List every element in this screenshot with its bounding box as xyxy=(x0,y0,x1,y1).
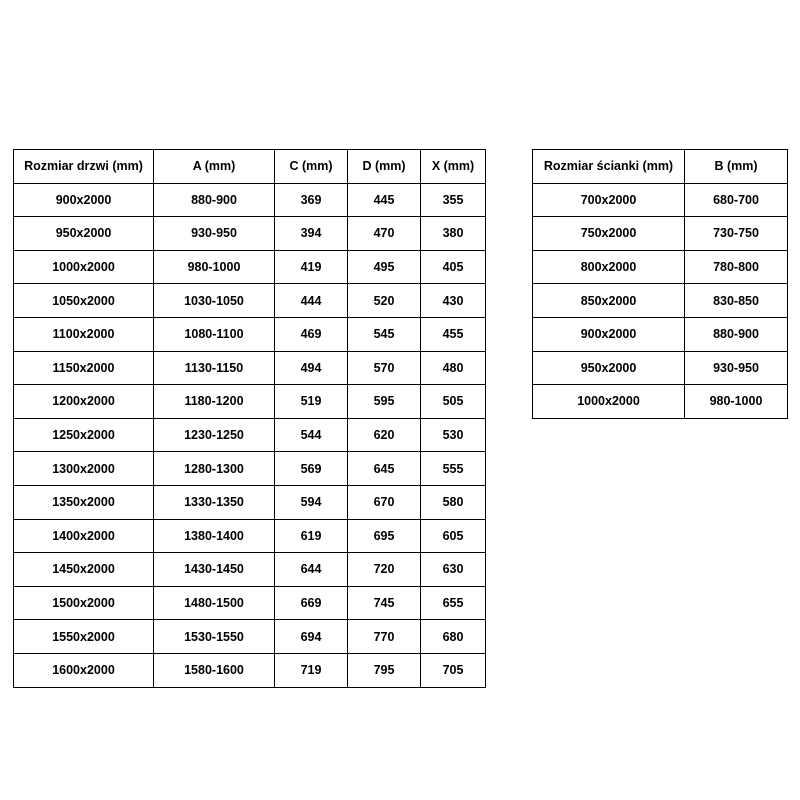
cell-d: 445 xyxy=(348,183,421,217)
table-row xyxy=(14,418,486,452)
cell-d: 745 xyxy=(348,586,421,620)
cell-size: 1000x2000 xyxy=(533,385,685,419)
cell-size: 800x2000 xyxy=(533,250,685,284)
cell-c: 519 xyxy=(275,385,348,419)
cell-c: 719 xyxy=(275,653,348,687)
cell-size: 1400x2000 xyxy=(14,519,154,553)
cell-x: 405 xyxy=(421,250,486,284)
cell-b: 830-850 xyxy=(685,284,788,318)
table-row xyxy=(14,519,486,553)
table-row xyxy=(14,586,486,620)
cell-a: 1330-1350 xyxy=(154,485,275,519)
cell-b: 930-950 xyxy=(685,351,788,385)
cell-size: 1250x2000 xyxy=(14,418,154,452)
cell-b: 680-700 xyxy=(685,183,788,217)
cell-d: 670 xyxy=(348,485,421,519)
cell-d: 795 xyxy=(348,653,421,687)
table-header-row xyxy=(14,150,486,184)
table-header-row xyxy=(533,150,788,184)
cell-x: 355 xyxy=(421,183,486,217)
cell-c: 469 xyxy=(275,317,348,351)
cell-d: 545 xyxy=(348,317,421,351)
cell-x: 555 xyxy=(421,452,486,486)
table-row xyxy=(533,317,788,351)
cell-b: 730-750 xyxy=(685,217,788,251)
cell-size: 1150x2000 xyxy=(14,351,154,385)
cell-b: 880-900 xyxy=(685,317,788,351)
cell-size: 700x2000 xyxy=(533,183,685,217)
column-header: D (mm) xyxy=(348,150,421,184)
table-row xyxy=(14,217,486,251)
cell-d: 720 xyxy=(348,553,421,587)
cell-c: 419 xyxy=(275,250,348,284)
cell-size: 1050x2000 xyxy=(14,284,154,318)
cell-d: 645 xyxy=(348,452,421,486)
cell-size: 1600x2000 xyxy=(14,653,154,687)
cell-a: 1380-1400 xyxy=(154,519,275,553)
column-header: X (mm) xyxy=(421,150,486,184)
cell-size: 900x2000 xyxy=(533,317,685,351)
table-row xyxy=(533,385,788,419)
cell-x: 705 xyxy=(421,653,486,687)
column-header: B (mm) xyxy=(685,150,788,184)
cell-b: 980-1000 xyxy=(685,385,788,419)
cell-x: 505 xyxy=(421,385,486,419)
cell-x: 630 xyxy=(421,553,486,587)
doors-dimensions-table xyxy=(13,149,486,688)
cell-c: 669 xyxy=(275,586,348,620)
cell-c: 644 xyxy=(275,553,348,587)
table-row xyxy=(14,317,486,351)
cell-c: 494 xyxy=(275,351,348,385)
cell-a: 1580-1600 xyxy=(154,653,275,687)
table-row xyxy=(533,183,788,217)
cell-size: 850x2000 xyxy=(533,284,685,318)
cell-size: 1100x2000 xyxy=(14,317,154,351)
cell-size: 1500x2000 xyxy=(14,586,154,620)
cell-d: 570 xyxy=(348,351,421,385)
cell-size: 1200x2000 xyxy=(14,385,154,419)
column-header: C (mm) xyxy=(275,150,348,184)
cell-x: 380 xyxy=(421,217,486,251)
cell-a: 1280-1300 xyxy=(154,452,275,486)
cell-c: 544 xyxy=(275,418,348,452)
cell-x: 655 xyxy=(421,586,486,620)
table-row xyxy=(14,452,486,486)
cell-x: 480 xyxy=(421,351,486,385)
table-row xyxy=(14,183,486,217)
cell-size: 1550x2000 xyxy=(14,620,154,654)
cell-x: 530 xyxy=(421,418,486,452)
table-row xyxy=(533,284,788,318)
cell-a: 980-1000 xyxy=(154,250,275,284)
table-row xyxy=(533,351,788,385)
cell-c: 444 xyxy=(275,284,348,318)
cell-c: 369 xyxy=(275,183,348,217)
cell-size: 1450x2000 xyxy=(14,553,154,587)
cell-a: 880-900 xyxy=(154,183,275,217)
table-row xyxy=(14,284,486,318)
cell-x: 580 xyxy=(421,485,486,519)
cell-size: 900x2000 xyxy=(14,183,154,217)
cell-x: 455 xyxy=(421,317,486,351)
cell-c: 569 xyxy=(275,452,348,486)
cell-a: 1030-1050 xyxy=(154,284,275,318)
table-row xyxy=(14,351,486,385)
column-header: Rozmiar drzwi (mm) xyxy=(14,150,154,184)
table-row xyxy=(533,217,788,251)
cell-size: 1000x2000 xyxy=(14,250,154,284)
cell-d: 520 xyxy=(348,284,421,318)
cell-c: 694 xyxy=(275,620,348,654)
cell-x: 680 xyxy=(421,620,486,654)
cell-a: 1480-1500 xyxy=(154,586,275,620)
cell-size: 950x2000 xyxy=(533,351,685,385)
cell-size: 1350x2000 xyxy=(14,485,154,519)
cell-a: 1230-1250 xyxy=(154,418,275,452)
wall-panel-dimensions-table xyxy=(532,149,788,419)
cell-d: 495 xyxy=(348,250,421,284)
cell-size: 1300x2000 xyxy=(14,452,154,486)
table-row xyxy=(14,485,486,519)
cell-x: 430 xyxy=(421,284,486,318)
cell-a: 1130-1150 xyxy=(154,351,275,385)
cell-d: 470 xyxy=(348,217,421,251)
cell-a: 1080-1100 xyxy=(154,317,275,351)
table-row xyxy=(14,385,486,419)
cell-c: 619 xyxy=(275,519,348,553)
table-row xyxy=(14,250,486,284)
cell-a: 930-950 xyxy=(154,217,275,251)
cell-d: 595 xyxy=(348,385,421,419)
cell-c: 394 xyxy=(275,217,348,251)
table-row xyxy=(14,653,486,687)
column-header: A (mm) xyxy=(154,150,275,184)
table-row xyxy=(14,553,486,587)
cell-x: 605 xyxy=(421,519,486,553)
cell-d: 620 xyxy=(348,418,421,452)
cell-size: 950x2000 xyxy=(14,217,154,251)
cell-c: 594 xyxy=(275,485,348,519)
cell-a: 1430-1450 xyxy=(154,553,275,587)
cell-d: 770 xyxy=(348,620,421,654)
column-header: Rozmiar ścianki (mm) xyxy=(533,150,685,184)
cell-d: 695 xyxy=(348,519,421,553)
cell-b: 780-800 xyxy=(685,250,788,284)
cell-a: 1180-1200 xyxy=(154,385,275,419)
cell-size: 750x2000 xyxy=(533,217,685,251)
table-row xyxy=(14,620,486,654)
table-row xyxy=(533,250,788,284)
cell-a: 1530-1550 xyxy=(154,620,275,654)
